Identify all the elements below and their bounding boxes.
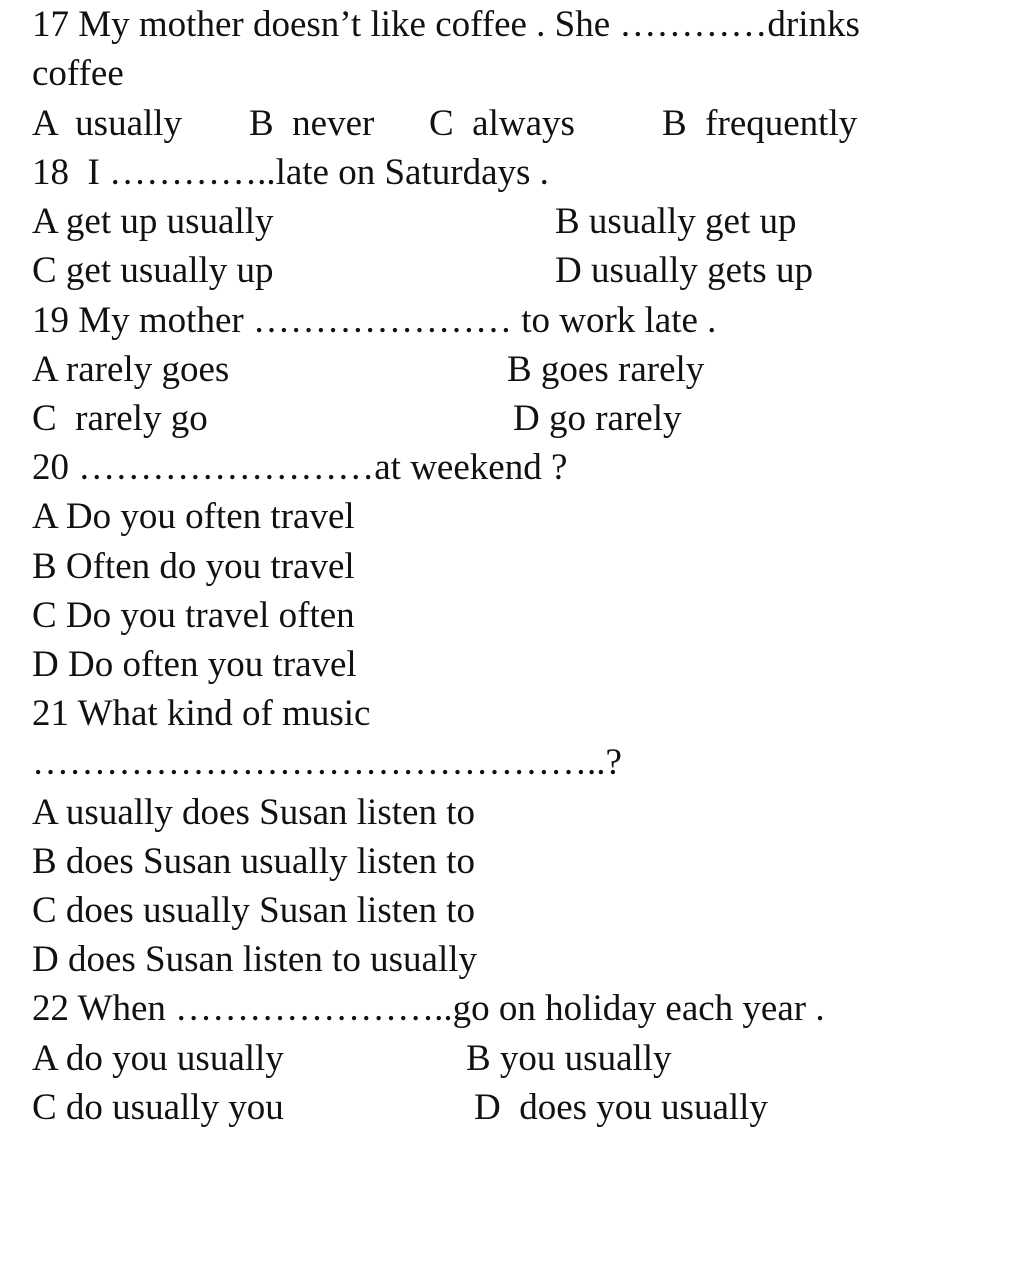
question-21-option-c: C does usually Susan listen to — [32, 890, 475, 931]
question-18-option-d: D usually gets up — [555, 250, 813, 291]
question-22-option-c: C do usually you — [32, 1087, 284, 1128]
question-18-option-c: C get usually up — [32, 250, 274, 291]
question-22-option-a: A do you usually — [32, 1038, 284, 1079]
question-17-option-d: B frequently — [662, 103, 858, 144]
question-21-option-d: D does Susan listen to usually — [32, 939, 478, 980]
question-19-stem: 19 My mother ………………… to work late . — [32, 300, 717, 341]
question-22-option-b: B you usually — [466, 1038, 672, 1079]
question-22-option-d: D does you usually — [474, 1087, 768, 1128]
question-17-stem: 17 My mother doesn’t like coffee . She …………drinks — [32, 4, 860, 45]
question-21-stem: 21 What kind of music — [32, 693, 371, 734]
question-19-option-c: C rarely go — [32, 398, 208, 439]
question-21-option-b: B does Susan usually listen to — [32, 841, 475, 882]
question-17-option-a: A usually — [32, 103, 183, 144]
question-18-option-a: A get up usually — [32, 201, 274, 242]
question-19-option-a: A rarely goes — [32, 349, 230, 390]
question-21-blank: ………………………………………..? — [32, 742, 622, 783]
question-19-option-b: B goes rarely — [507, 349, 705, 390]
question-18-stem: 18 I …………..late on Saturdays . — [32, 152, 549, 193]
question-21-option-a: A usually does Susan listen to — [32, 792, 475, 833]
question-17-option-b: B never — [249, 103, 375, 144]
question-20-option-c: C Do you travel often — [32, 595, 355, 636]
question-22-stem: 22 When …………………..go on holiday each year . — [32, 988, 825, 1029]
question-17-stem-continued: coffee — [32, 53, 124, 94]
question-20-option-d: D Do often you travel — [32, 644, 357, 685]
question-20-option-b: B Often do you travel — [32, 546, 355, 587]
question-20-option-a: A Do you often travel — [32, 496, 355, 537]
question-17-option-c: C always — [429, 103, 575, 144]
question-20-stem: 20 ……………………at weekend ? — [32, 447, 568, 488]
question-19-option-d: D go rarely — [513, 398, 682, 439]
question-18-option-b: B usually get up — [555, 201, 797, 242]
